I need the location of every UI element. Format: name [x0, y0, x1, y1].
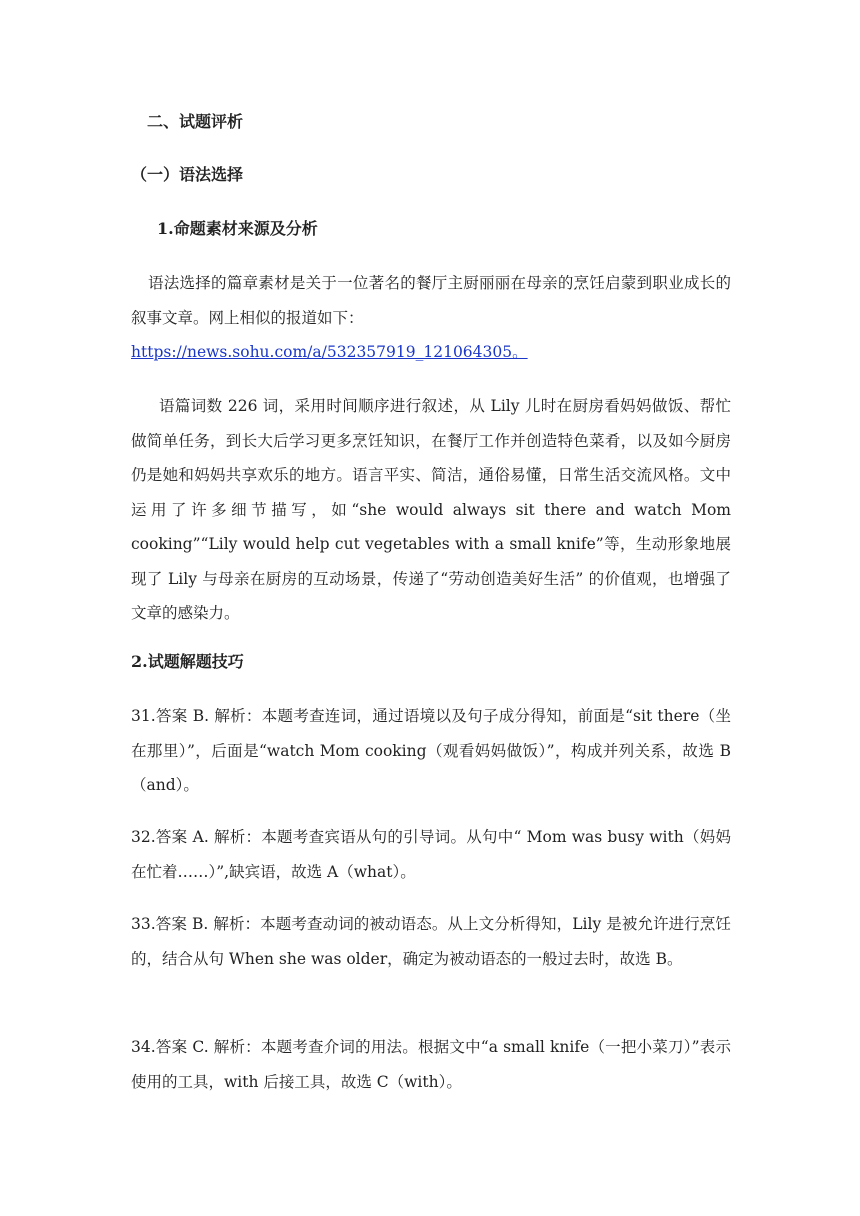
intro-paragraph: 语法选择的篇章素材是关于一位著名的餐厅主厨丽丽在母亲的烹饪启蒙到职业成长的叙事文章。网上相似的报道如下：	[131, 274, 731, 327]
answer-32: 32.答案 A. 解析：本题考查宾语从句的引导词。从句中“ Mom was busy with（妈妈在忙着……）”,缺宾语，故选 A（what）。	[131, 828, 731, 881]
section-heading: 二、试题评析	[147, 112, 244, 131]
subsection-heading-tips: 2.试题解题技巧	[131, 652, 244, 671]
source-link[interactable]: https://news.sohu.com/a/532357919_121064305。	[131, 343, 528, 361]
subsection-heading-source: 1.命题素材来源及分析	[157, 219, 318, 238]
answer-33: 33.答案 B. 解析：本题考查动词的被动语态。从上文分析得知，Lily 是被允许进行烹饪的，结合从句 When she was older，确定为被动语态的一般过去时，故选 B。	[131, 915, 731, 968]
analysis-paragraph: 语篇词数 226 词，采用时间顺序进行叙述，从 Lily 儿时在厨房看妈妈做饭、帮忙做简单任务，到长大后学习更多烹饪知识，在餐厅工作并创造特色菜肴，以及如今厨房仍是她和妈妈共享欢乐的地方。语言平实、简洁，通俗易懂，日常生活交流风格。文中运用了许多细节描写，如“she would always sit there and watch Mom cooking”“Lily would help cut vegetables with a small knife”等，生动形象地展现了 Lily 与母亲在厨房的互动场景，传递了“劳动创造美好生活” 的价值观，也增强了文章的感染力。	[131, 397, 731, 622]
answer-31: 31.答案 B. 解析：本题考查连词，通过语境以及句子成分得知，前面是“sit there（坐在那里）”，后面是“watch Mom cooking（观看妈妈做饭）”，构成并列关系，故选 B（and）。	[131, 707, 731, 794]
answer-34: 34.答案 C. 解析：本题考查介词的用法。根据文中“a small knife（一把小菜刀）”表示使用的工具，with 后接工具，故选 C（with）。	[131, 1038, 731, 1091]
part-heading: （一）语法选择	[131, 165, 244, 184]
